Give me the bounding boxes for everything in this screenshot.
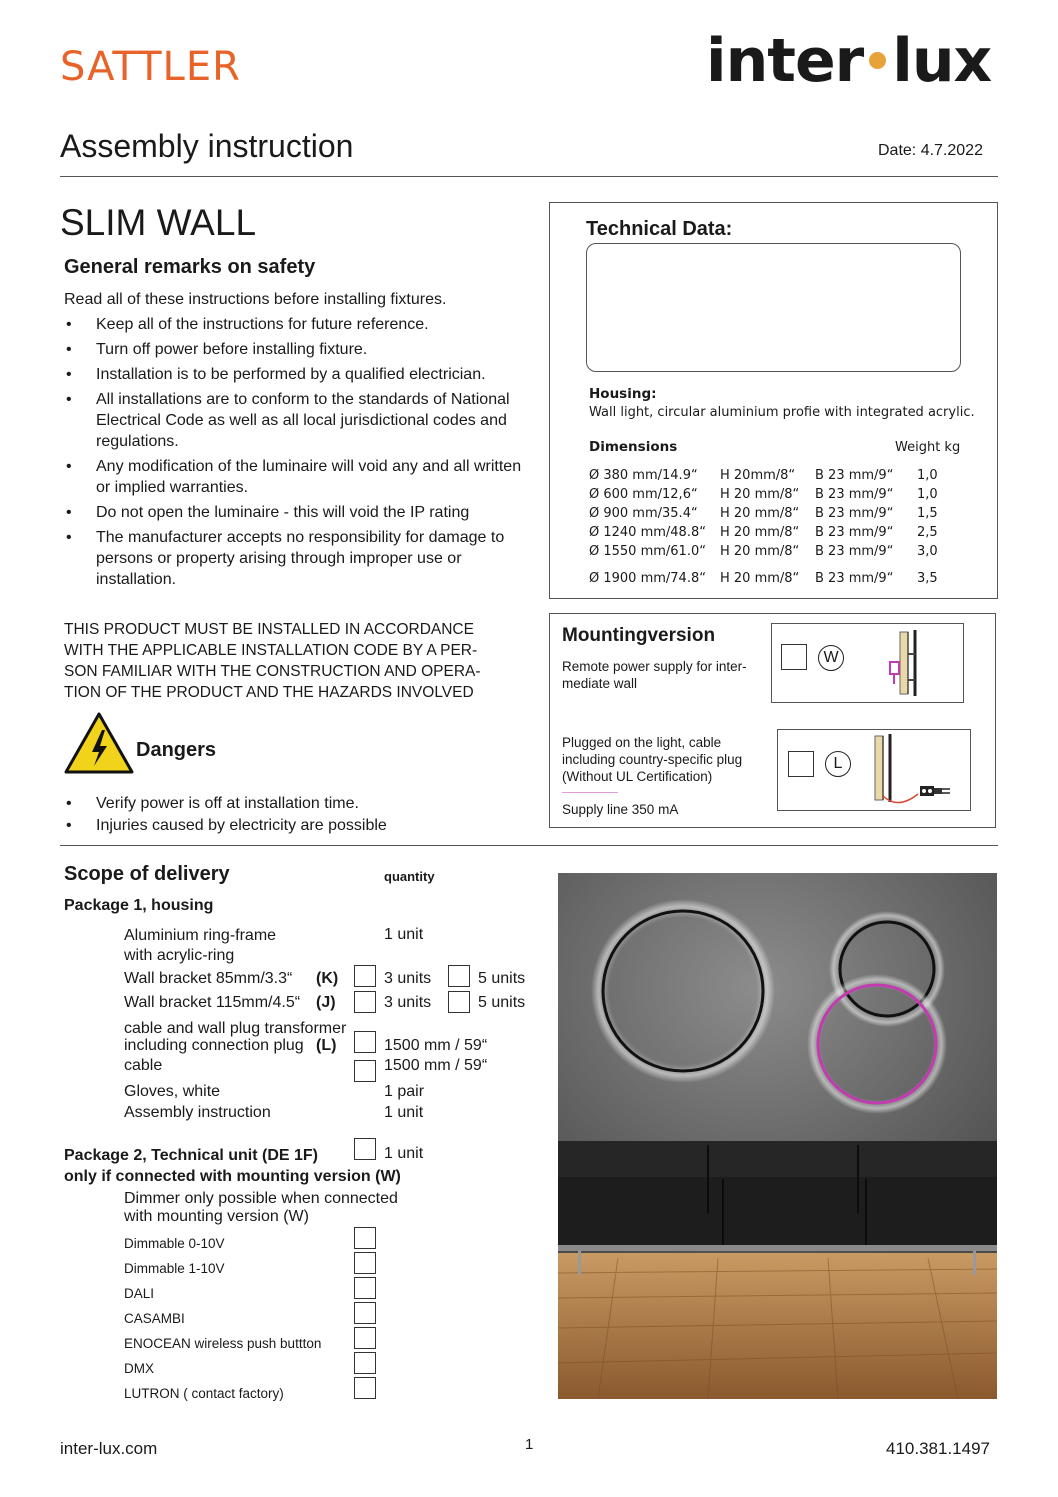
plug-transformer-qty: 1500 mm / 59“ xyxy=(384,1037,488,1054)
mounting-w-checkbox[interactable] xyxy=(781,644,807,670)
cable-qty: 1500 mm / 59“ xyxy=(384,1057,488,1074)
weight-label: Weight kg xyxy=(895,440,961,455)
mounting-w-text: Remote power supply for inter- mediate wall xyxy=(562,659,747,691)
mounting-heading: Mountingversion xyxy=(562,625,716,646)
mounting-l-text: Plugged on the light, cable including country-specific plug (Without UL Certification) xyxy=(562,735,743,784)
table-row: Ø 1240 mm/48.8“ H 20 mm/8“ B 23 mm/9“ 2,5 xyxy=(589,525,938,540)
interlux-logo: inter lux xyxy=(706,26,992,96)
list-item: • All installations are to conform to the standards of National Electrical Code as well as all local jurisdictional codes and regulations. xyxy=(64,389,532,452)
plug-transformer-item: cable and wall plug transformer including connection plug xyxy=(124,1020,347,1054)
wall-bracket-115-3-label: 3 units xyxy=(384,994,432,1011)
safety-list xyxy=(64,314,532,594)
list-item: • Injuries caused by electricity are possible xyxy=(64,815,534,836)
safety-heading: General remarks on safety xyxy=(64,256,316,278)
dimensions-label: Dimensions xyxy=(589,439,678,455)
package-2-checkbox[interactable] xyxy=(354,1138,376,1160)
wall-bracket-85-5-checkbox[interactable] xyxy=(448,965,470,987)
wall-bracket-85-code: (K) xyxy=(316,970,339,987)
mounting-l-checkbox[interactable] xyxy=(788,751,814,777)
wall-bracket-115-3-checkbox[interactable] xyxy=(354,991,376,1013)
technical-data-field xyxy=(586,243,961,372)
dimmer-option-label: Dimmable 1-10V xyxy=(124,1261,225,1276)
table-row: Ø 1550 mm/61.0“ H 20 mm/8“ B 23 mm/9“ 3,0 xyxy=(589,544,938,559)
wall-bracket-115-5-label: 5 units xyxy=(478,994,526,1011)
ring-frame-qty: 1 unit xyxy=(384,926,424,943)
list-item: • Turn off power before installing fixture. xyxy=(64,339,532,360)
assembly-qty: 1 unit xyxy=(384,1104,424,1121)
plug-transformer-code: (L) xyxy=(316,1037,337,1054)
divider xyxy=(60,176,998,177)
scope-heading: Scope of delivery xyxy=(64,863,230,885)
footer-website[interactable]: inter-lux.com xyxy=(60,1439,158,1458)
table-row: Ø 600 mm/12,6“ H 20 mm/8“ B 23 mm/9“ 1,0 xyxy=(589,487,938,502)
table-row: Ø 900 mm/35.4“ H 20 mm/8“ B 23 mm/9“ 1,5 xyxy=(589,506,938,521)
dimensions-table xyxy=(589,466,938,586)
wall-bracket-85-3-checkbox[interactable] xyxy=(354,965,376,987)
technical-data-heading: Technical Data: xyxy=(586,218,733,240)
supply-line-text: Supply line 350 mA xyxy=(562,802,679,817)
list-item: • Do not open the luminaire - this will void the IP rating xyxy=(64,502,532,523)
list-item: • The manufacturer accepts no responsibility for damage to persons or property arising through improper use or installation. xyxy=(64,527,532,590)
dimmer-option-checkbox[interactable] xyxy=(354,1277,376,1299)
table-row: Ø 1900 mm/74.8“ H 20 mm/8“ B 23 mm/9“ 3,5 xyxy=(589,571,938,586)
housing-label: Housing: xyxy=(589,386,657,402)
gloves-item: Gloves, white xyxy=(124,1083,221,1100)
wall-bracket-85-5-label: 5 units xyxy=(478,970,526,987)
dangers-heading: Dangers xyxy=(136,739,217,761)
quantity-label: quantity xyxy=(384,869,435,884)
list-item: • Any modification of the luminaire will void any and all written or implied warranties. xyxy=(64,456,532,498)
dimmer-option-checkbox[interactable] xyxy=(354,1227,376,1249)
housing-text: Wall light, circular aluminium profie with integrated acrylic. xyxy=(589,405,975,420)
sattler-logo: SATTLER xyxy=(60,44,241,90)
dimmer-note: Dimmer only possible when connected with mounting version (W) xyxy=(124,1190,398,1225)
divider xyxy=(60,845,998,846)
footer-phone: 410.381.1497 xyxy=(886,1439,990,1458)
plug-transformer-checkbox[interactable] xyxy=(354,1031,376,1053)
safety-intro: Read all of these instructions before installing fixtures. xyxy=(64,291,447,308)
package-2-qty: 1 unit xyxy=(384,1145,424,1162)
wall-bracket-85-item: Wall bracket 85mm/3.3“ xyxy=(124,970,293,987)
supply-line-sample xyxy=(562,792,618,793)
ring-frame-item: Aluminium ring-frame with acrylic-ring xyxy=(124,927,277,964)
cable-item: cable xyxy=(124,1057,163,1074)
dimmer-option-checkbox[interactable] xyxy=(354,1252,376,1274)
list-item: • Verify power is off at installation time. xyxy=(64,793,534,814)
dangers-list xyxy=(64,793,534,840)
install-notice: THIS PRODUCT MUST BE INSTALLED IN ACCORDANCE WITH THE APPLICABLE INSTALLATION CODE BY A PER- SON FAMILIAR WITH THE CONSTRUCTION AND OPERA- TION OF THE PRODUCT AND THE HAZARDS INVOLVED xyxy=(64,621,481,701)
cable-checkbox[interactable] xyxy=(354,1060,376,1082)
table-row: Ø 380 mm/14.9“ H 20mm/8“ B 23 mm/9“ 1,0 xyxy=(589,468,938,483)
dimmer-option-label: Dimmable 0-10V xyxy=(124,1236,225,1251)
dimmer-option-checkbox[interactable] xyxy=(354,1327,376,1349)
dimmer-option-label: DALI xyxy=(124,1286,155,1301)
dimmer-option-label: LUTRON ( contact factory) xyxy=(124,1386,284,1401)
document-date: Date: 4.7.2022 xyxy=(878,142,983,159)
package-2-heading: Package 2, Technical unit (DE 1F) only if connected with mounting version (W) xyxy=(64,1147,401,1185)
wall-bracket-115-5-checkbox[interactable] xyxy=(448,991,470,1013)
dimmer-option-label: DMX xyxy=(124,1361,154,1376)
list-item: • Keep all of the instructions for future reference. xyxy=(64,314,532,335)
list-item: • Installation is to be performed by a qualified electrician. xyxy=(64,364,532,385)
dimmer-option-checkbox[interactable] xyxy=(354,1377,376,1399)
package-1-heading: Package 1, housing xyxy=(64,897,214,914)
wall-bracket-85-3-label: 3 units xyxy=(384,970,432,987)
product-photo xyxy=(558,873,997,1399)
wall-bracket-115-item: Wall bracket 115mm/4.5“ xyxy=(124,994,301,1011)
mounting-w-badge: W xyxy=(818,645,844,671)
warning-icon xyxy=(64,712,134,774)
page-number: 1 xyxy=(525,1436,534,1453)
product-name: SLIM WALL xyxy=(60,202,257,243)
gloves-qty: 1 pair xyxy=(384,1083,425,1100)
dimmer-option-checkbox[interactable] xyxy=(354,1352,376,1374)
dimmer-option-checkbox[interactable] xyxy=(354,1302,376,1324)
wall-bracket-115-code: (J) xyxy=(316,994,336,1011)
dimmer-option-label: ENOCEAN wireless push buttton xyxy=(124,1336,322,1351)
dimmer-option-label: CASAMBI xyxy=(124,1311,185,1326)
page-title: Assembly instruction xyxy=(60,128,354,164)
mounting-l-badge: L xyxy=(825,751,851,777)
assembly-item: Assembly instruction xyxy=(124,1104,271,1121)
